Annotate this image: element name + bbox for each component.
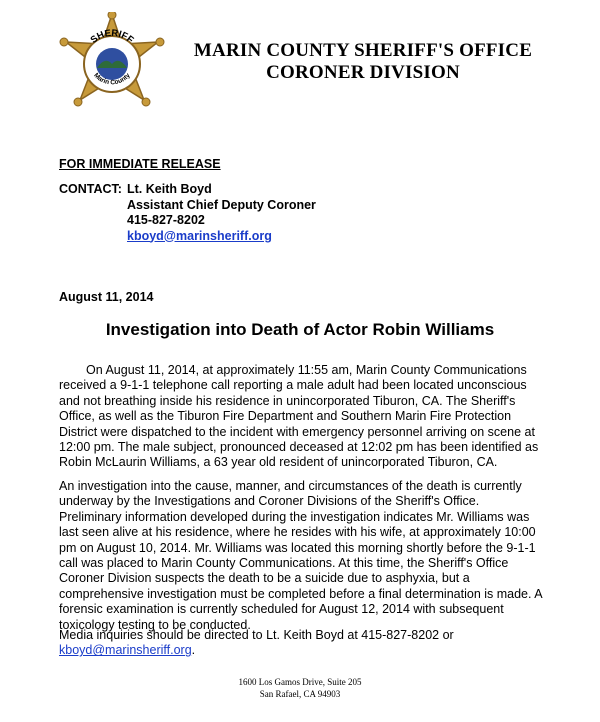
badge-top-text: SHERIFF	[88, 27, 136, 46]
paragraph-3	[59, 628, 543, 659]
contact-email-link[interactable]: kboyd@marinsheriff.org	[127, 228, 272, 243]
media-email-link[interactable]: kboyd@marinsheriff.org	[59, 643, 192, 658]
media-inquiry-end: .	[191, 643, 196, 658]
contact-label: CONTACT:	[59, 182, 122, 196]
sheriff-badge-logo	[58, 12, 166, 112]
media-inquiry-text: Media inquiries should be directed to Lt. Keith Boyd at 415-827-8202 or	[59, 628, 454, 642]
headline: Investigation into Death of Actor Robin Williams	[105, 320, 495, 339]
contact-title: Assistant Chief Deputy Coroner	[127, 197, 316, 212]
org-title-line2: CORONER DIVISION	[266, 62, 460, 83]
footer-line1: 1600 Los Gamos Drive, Suite 205	[238, 677, 362, 687]
contact-name: Lt. Keith Boyd	[127, 182, 212, 196]
paragraph-2: An investigation into the cause, manner, and circumstances of the death is currently underway by the Investigations and Coroner Divisions of the Sheriff's Office. Preliminary information developed during the investigation indicates Mr. Williams was last seen alive at his residence, where he resides with his wife, at approximately 10:00 pm on August 10, 2014. Mr. Williams was located this morning shortly before the 9-1-1 call was placed to Marin County Communications. At this time, the Sheriff's Office Coroner Division suspects the death to be a suicide due to asphyxia, but a comprehensive investigation must be completed before a final determination is made. A forensic examination is currently scheduled for August 12, 2014 with subsequent toxicology testing to be conducted.	[59, 479, 542, 632]
org-title	[178, 40, 548, 84]
org-title-line1: MARIN COUNTY SHERIFF'S OFFICE	[193, 40, 533, 61]
contact-phone: 415-827-8202	[127, 213, 205, 227]
badge-bottom-text: Marin County	[92, 72, 132, 87]
paragraph-1: On August 11, 2014, at approximately 11:55 am, Marin County Communications received a 9-1-1 telephone call reporting a male adult had been located unconscious and not breathing inside his residence in unincorporated Tiburon, CA. The Sheriff's Office, as well as the Tiburon Fire Department and Southern Marin Fire Protection District were dispatched to the incident with emergency personnel arriving on scene at 12:00 pm. The male subject, pronounced deceased at 12:02 pm has been identified as Robin McLaurin Williams, a 63 year old resident of unincorporated Tiburon, CA.	[59, 363, 539, 470]
footer-line2: San Rafael, CA 94903	[259, 689, 341, 699]
release-date: August 11, 2014	[59, 290, 154, 304]
footer-address	[0, 676, 600, 700]
release-label: FOR IMMEDIATE RELEASE	[59, 157, 221, 171]
